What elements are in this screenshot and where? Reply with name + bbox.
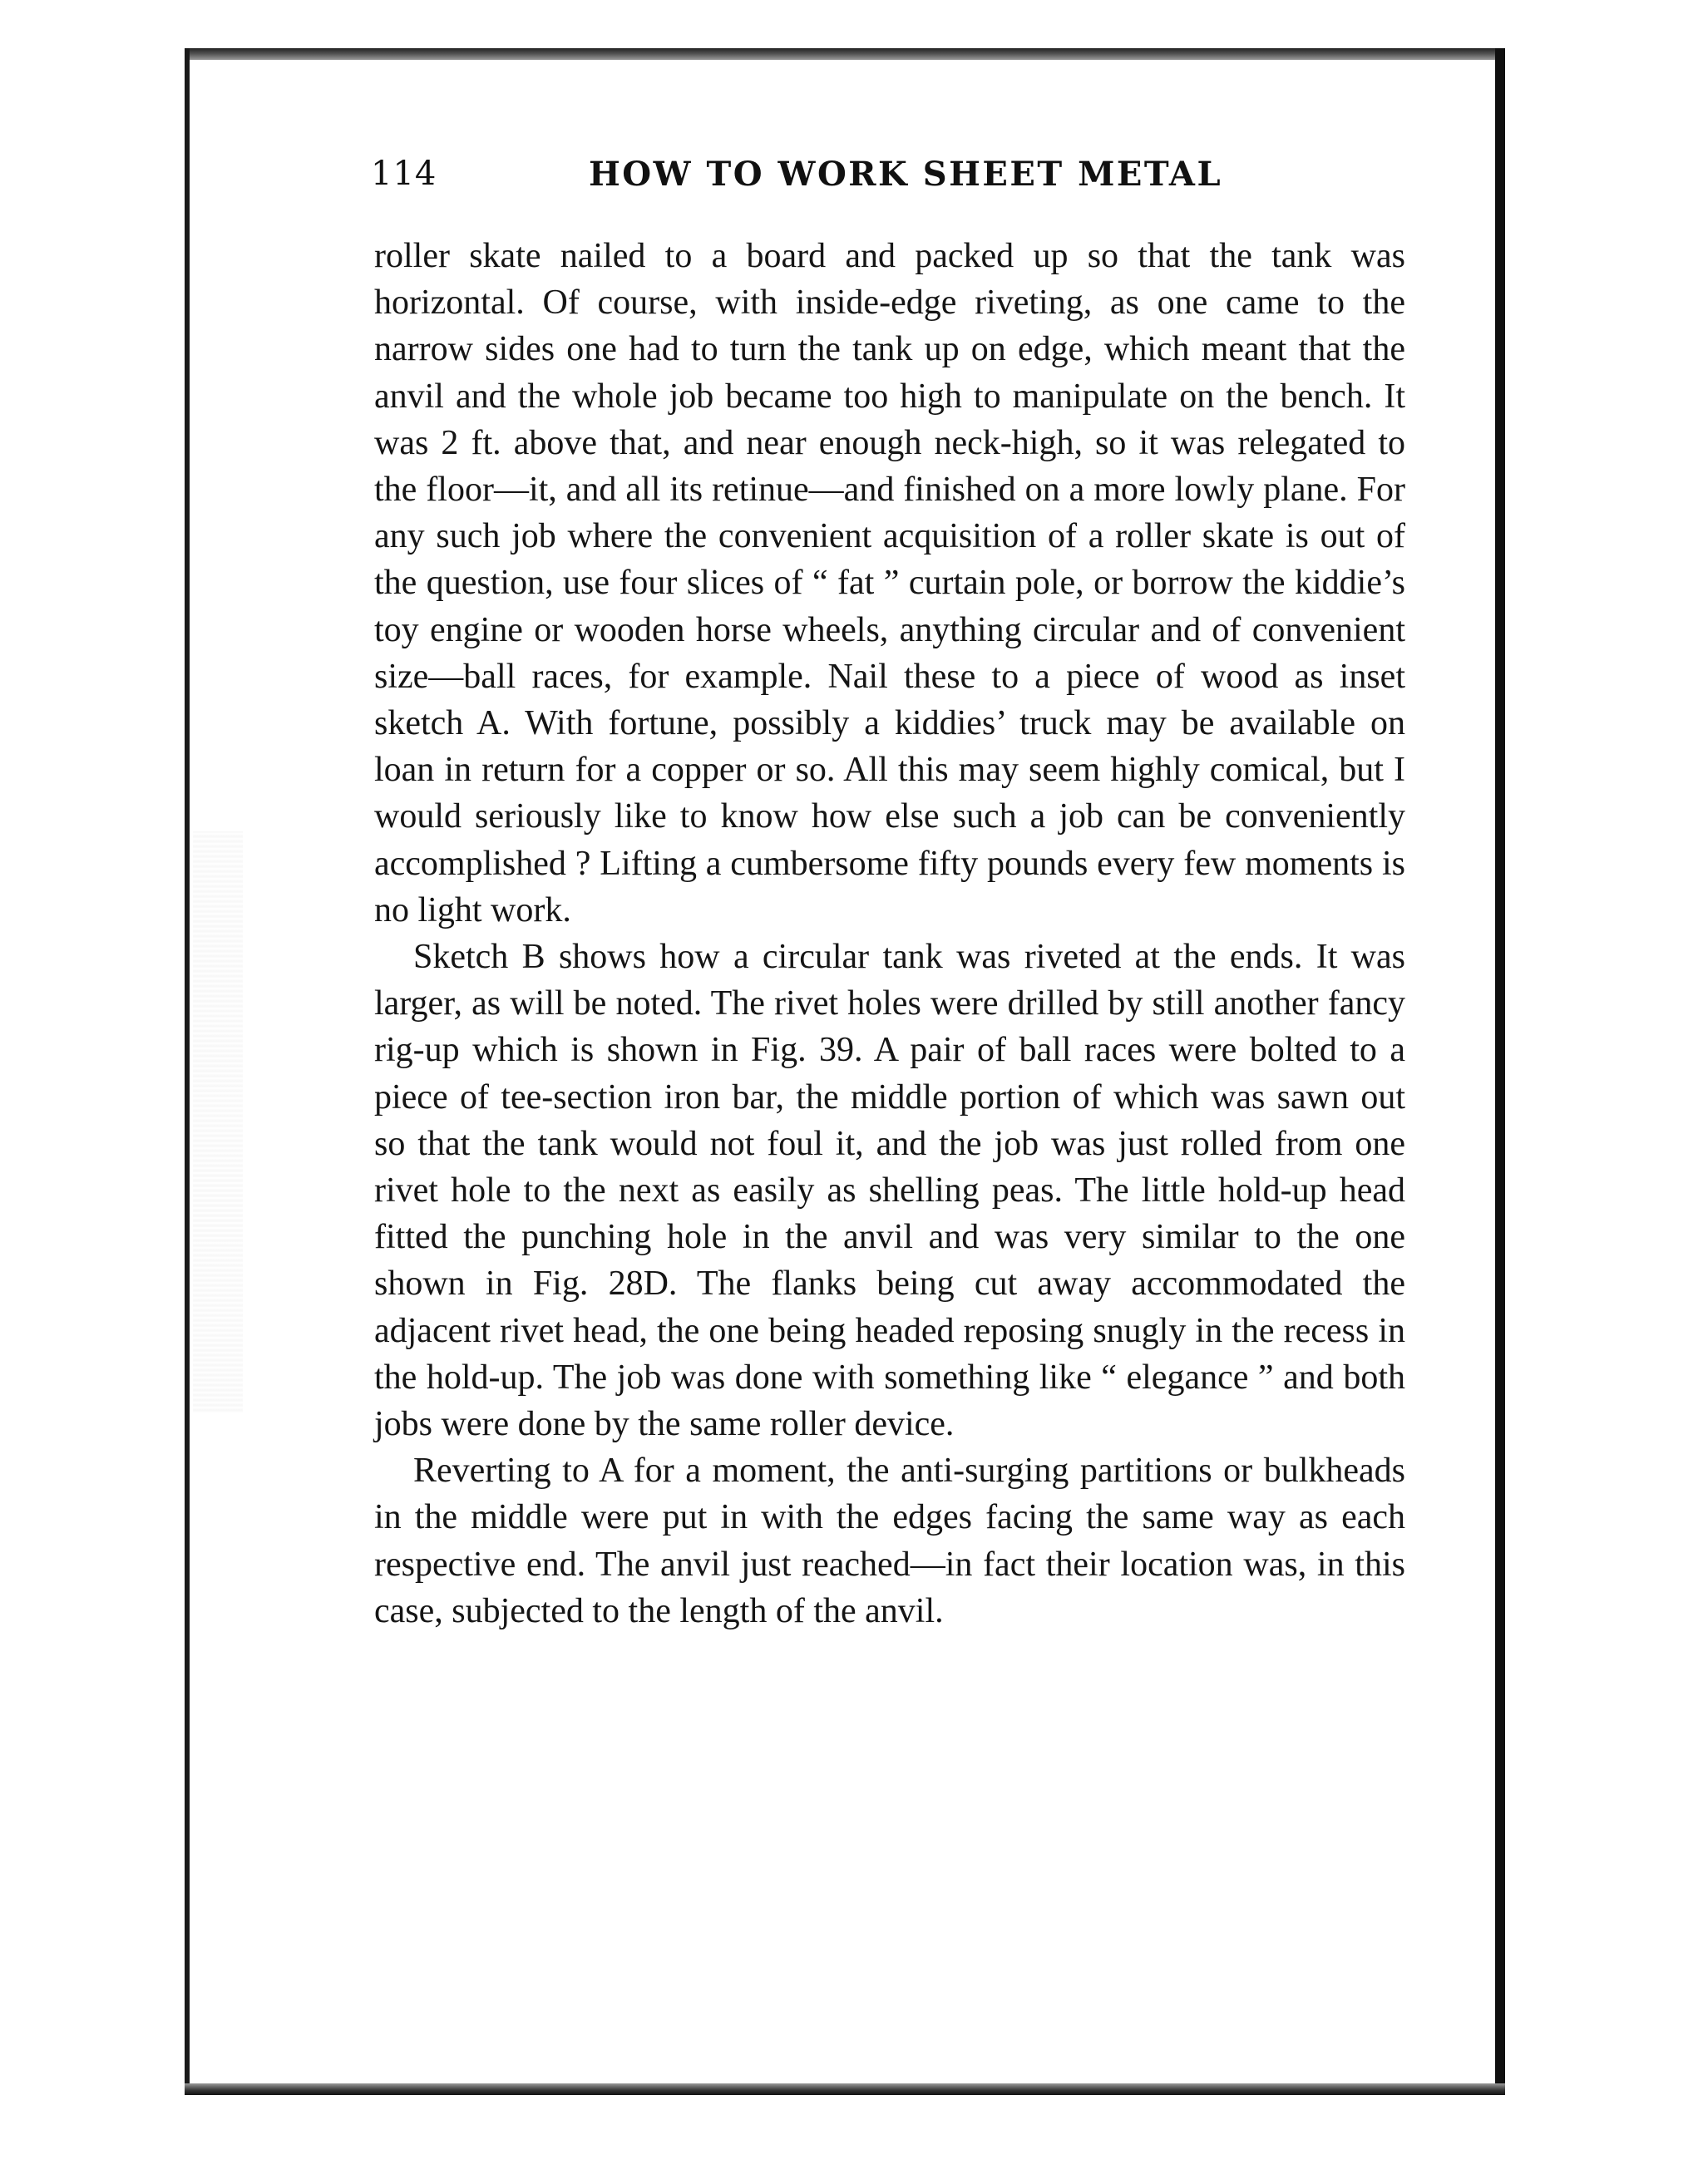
scan-frame-right xyxy=(1495,48,1505,2095)
paragraph-reverting: Reverting to A for a moment, the anti-surging partitions or bulkheads in the middle were put in with the edges facing the same way as each respective end. The anvil just reached—in fact their location was, in this case, subjected to the length of the anvil. xyxy=(374,1452,1405,1630)
running-title: HOW TO WORK SHEET METAL xyxy=(589,155,1223,194)
scan-frame-top xyxy=(185,48,1505,60)
running-head xyxy=(371,155,1419,201)
scan-noise xyxy=(193,831,243,1413)
scan-frame-bottom xyxy=(185,2083,1505,2095)
body-text xyxy=(374,233,1405,1634)
paragraph-sketch-b: Sketch B shows how a circular tank was riveted at the ends. It was larger, as will be noted. The rivet holes were drilled by still another fancy rig-up which is shown in Fig. 39. A pair of ball races were bolted to a piece of tee-section iron bar, the middle portion of which was sawn out so that the tank would not foul it, and the job was just rolled from one rivet hole to the next as easily as shelling peas. The little hold-up head fitted the punching hole in the anvil and was very similar to the one shown in Fig. 28D. The flanks being cut away accommodated the adjacent rivet head, the one being headed reposing snugly in the recess in the hold-up. The job was done with something like “ elegance ” and both jobs were done by the same roller device. xyxy=(374,938,1405,1444)
scan-frame-left xyxy=(185,48,190,2095)
page-number: 114 xyxy=(371,155,437,193)
paragraph-continued: roller skate nailed to a board and packed up so that the tank was horizontal. Of course, with inside-edge riveting, as one came to the narrow sides one had to turn the tank up on edge, which meant that the anvil and the whole job became too high to manipulate on the bench. It was 2 ft. above that, and near enough neck-high, so it was relegated to the floor—it, and all its retinue—and finished on a more lowly plane. For any such job where the convenient acquisition of a roller skate is out of the question, use four slices of “ fat ” curtain pole, or borrow the kiddie’s toy engine or wooden horse wheels, anything circular and of convenient size—ball races, for example. Nail these to a piece of wood as inset sketch A. With fortune, possibly a kiddies’ truck may be available on loan in return for a copper or so. All this may seem highly comical, but I would seriously like to know how else such a job can be conveniently accomplished ? Lifting a cumbersome fifty pounds every few moments is no light work. xyxy=(374,237,1405,929)
